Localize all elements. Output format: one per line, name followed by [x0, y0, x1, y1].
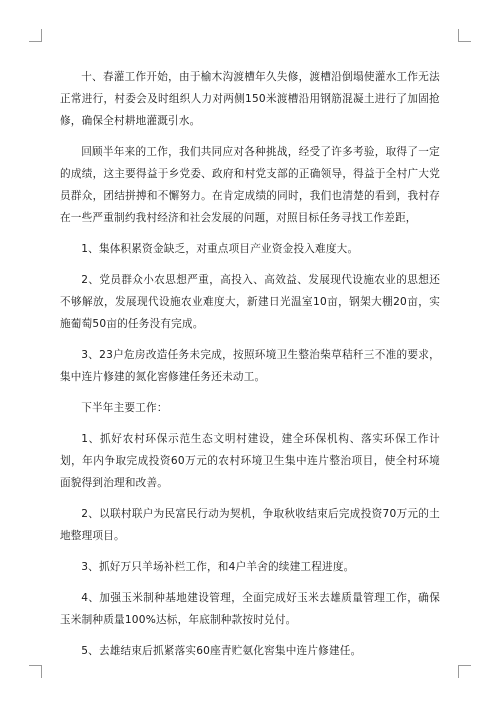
task-item-1: 1、抓好农村环保示范生态文明村建设，建全环保机构、落实环保工作计划，年内争取完成投资60万元的农村环境卫生集中连片整治项目，使全村环境面貌得到治理和改善。 — [60, 433, 440, 489]
crop-mark-bottom-left — [29, 665, 42, 678]
problem-item-1: 1、集体积累资金缺乏，对重点项目产业资金投入难度大。 — [81, 243, 359, 255]
section-heading-second-half: 下半年主要工作： — [81, 402, 168, 414]
problem-item-2: 2、党员群众小农思想严重，高投入、高效益、发展现代设施农业的思想还不够解放，发展现代设施农业难度大，新建日光温室10亩，钢架大棚20亩，实施葡萄50亩的任务没有完成。 — [60, 274, 440, 330]
task-item-3: 3、抓好万只羊场补栏工作，和4户羊舍的续建工程进度。 — [81, 561, 355, 573]
problem-item-3: 3、23户危房改造任务未完成，按照环境卫生整治柴草秸秆三不准的要求，集中连片修建的氮化窖修建任务还未动工。 — [60, 349, 440, 383]
paragraph-half-year-review: 回顾半年来的工作，我们共同应对各种挑战，经受了许多考验，取得了一定的成绩，这主要得益于乡党委、政府和村党支部的正确领导，得益于全村广大党员群众，团结拼搏和不懈努力。在肯定成绩的同时，我们也清楚的看到，我村存在一些严重制约我村经济和社会发展的问题，对照目标任务寻找工作差距， — [60, 146, 440, 224]
document-body — [60, 66, 440, 671]
task-item-2: 2、以联村联户为民富民行动为契机，争取秋收结束后完成投资70万元的土地整理项目。 — [60, 508, 440, 542]
task-item-4: 4、加强玉米制种基地建设管理，全面完成好玉米去雄质量管理工作，确保玉米制种质量100%达标，年底制种款按时兑付。 — [60, 592, 440, 626]
task-item-5: 5、去雄结束后抓紧落实60座青贮氨化窖集中连片修建任。 — [81, 645, 362, 657]
paragraph-spring-irrigation: 十、春灌工作开始，由于榆木沟渡槽年久失修，渡槽沿倒塌使灌水工作无法正常进行，村委会及时组织人力对两侧150米渡槽沿用钢筋混凝土进行了加固抢修，确保全村耕地灌溉引水。 — [60, 71, 440, 127]
crop-mark-top-right — [458, 29, 471, 42]
crop-mark-bottom-right — [458, 665, 471, 678]
crop-mark-top-left — [29, 29, 42, 42]
